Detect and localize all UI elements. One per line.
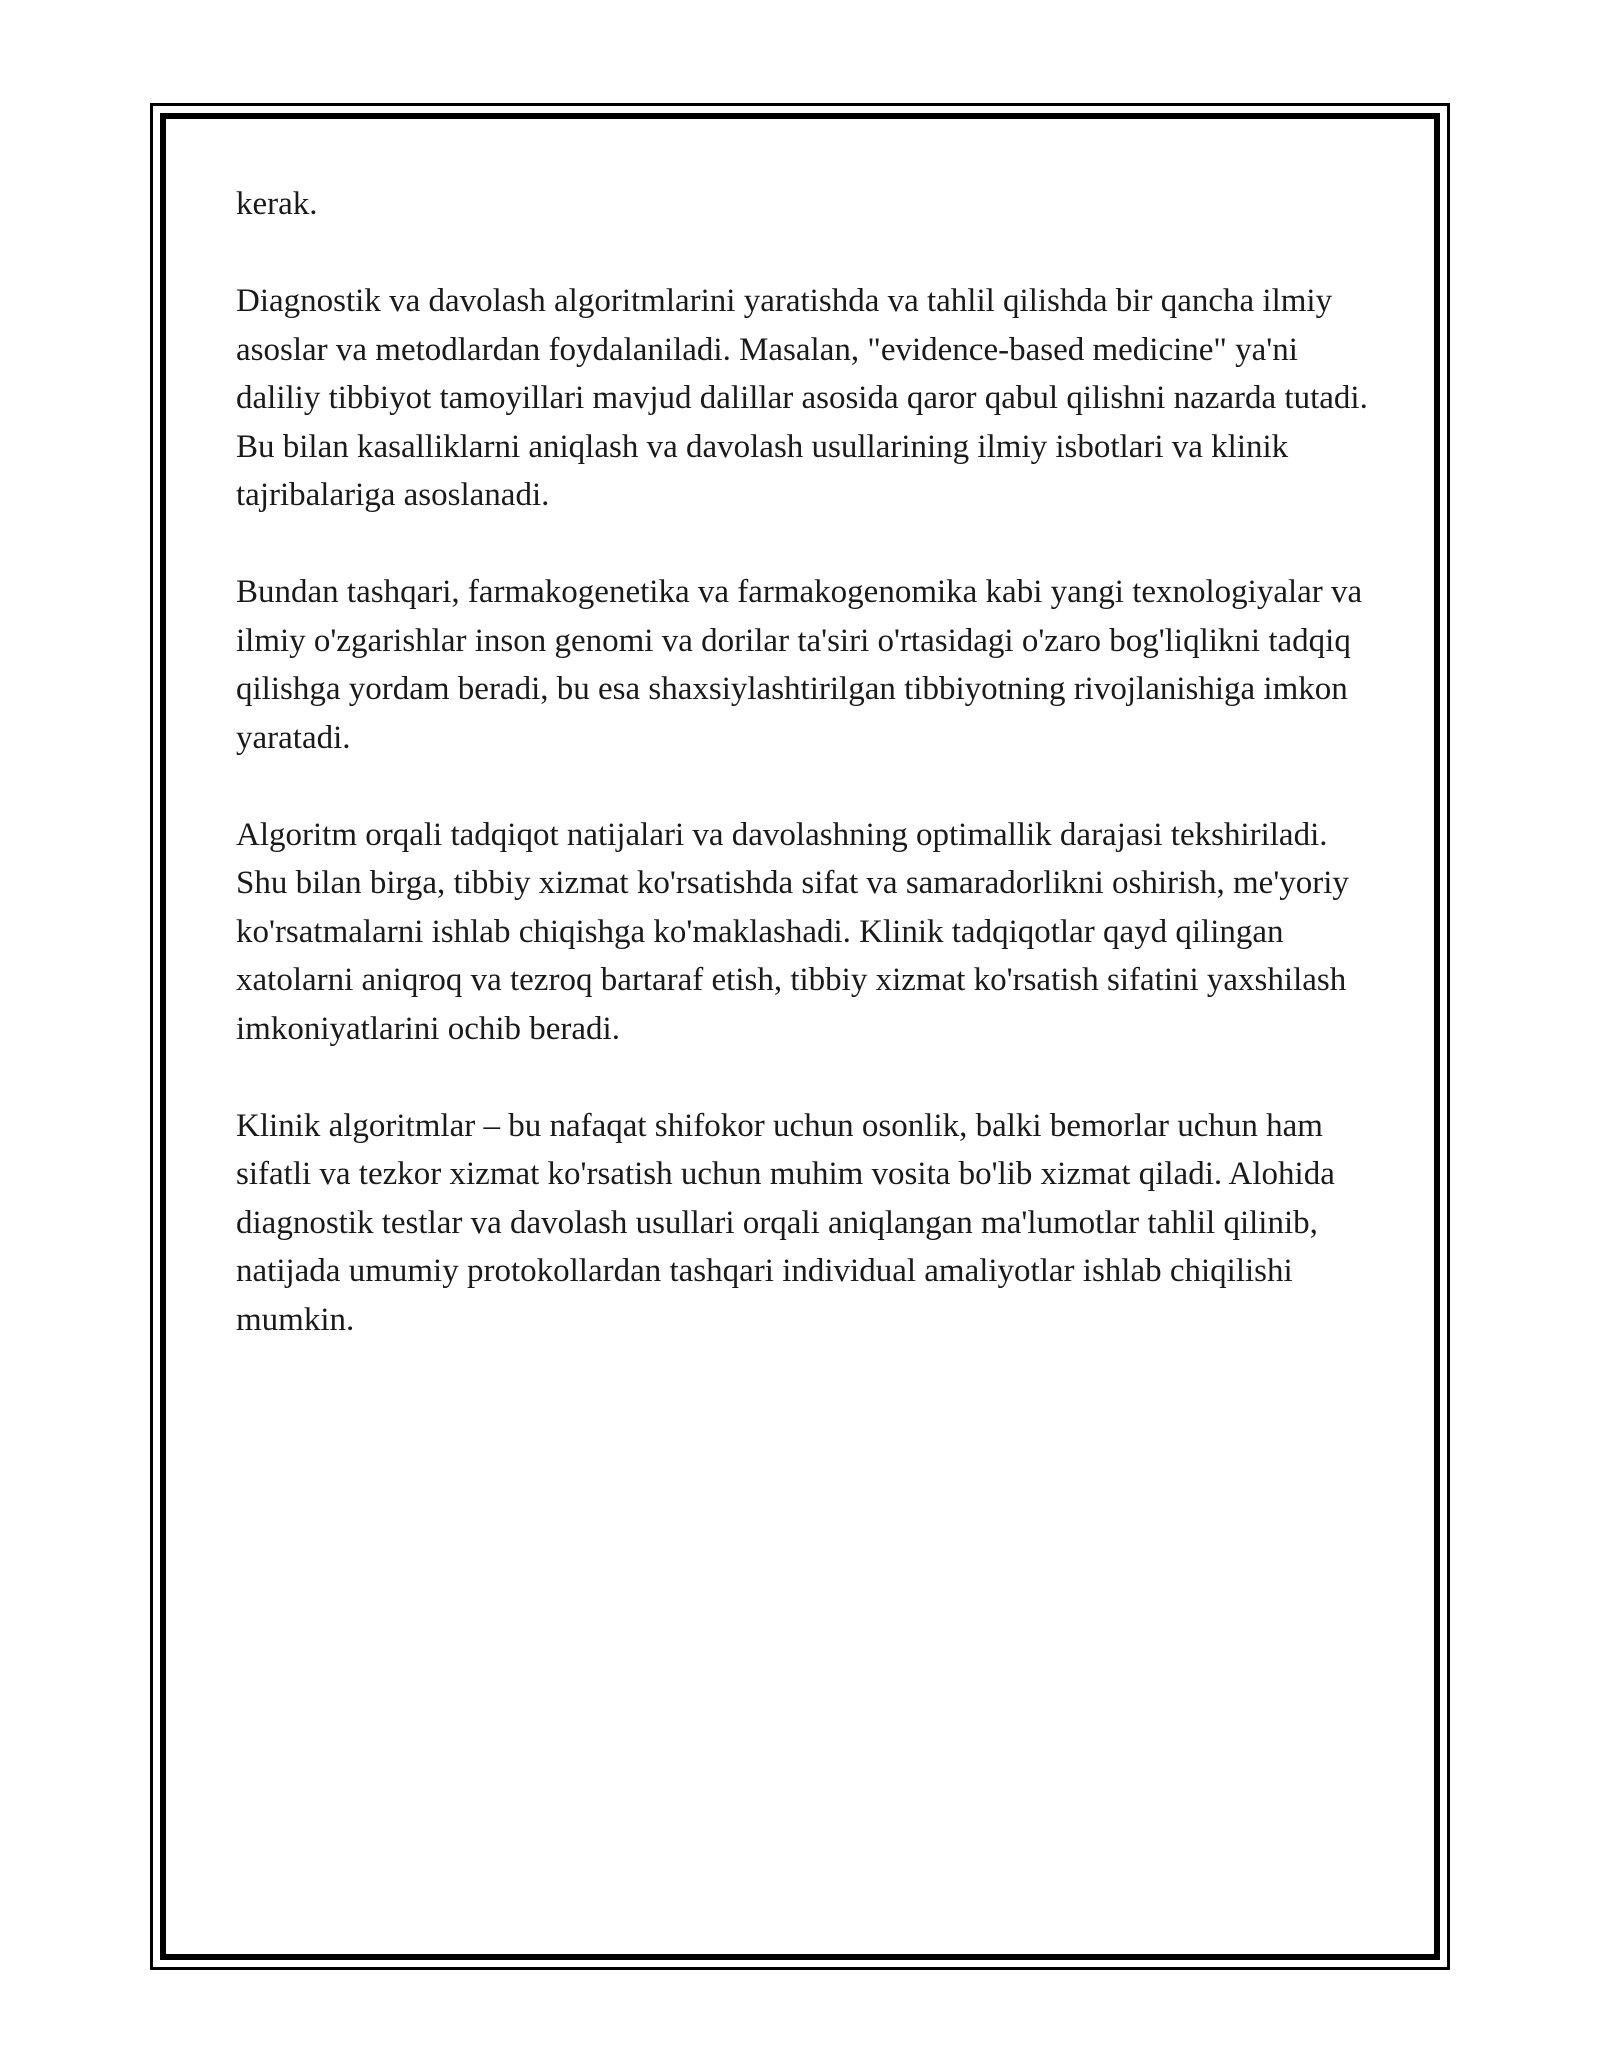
paragraph: Bundan tashqari, farmakogenetika va farmakogenomika kabi yangi texnologiyalar va ilmiy o'zgarishlar inson genomi va dorilar ta'siri o'rtasidagi o'zaro bog'liqlikni tadqiq qilishga yordam beradi, bu esa shaxsiylashtirilgan tibbiyotning rivojlanishiga imkon yaratadi. [236, 574, 1363, 756]
paragraph: Klinik algoritmlar – bu nafaqat shifokor uchun osonlik, balki bemorlar uchun ham sifatli va tezkor xizmat ko'rsatish uchun muhim vosita bo'lib xizmat qiladi. Alohida diagnostik testlar va davolash usullari orqali aniqlangan ma'lumotlar tahlil qilinib, natijada umumiy protokollardan tashqari individual amaliyotlar ishlab chiqilishi mumkin. [236, 1107, 1335, 1338]
paragraph: kerak. [236, 186, 318, 222]
paragraph: Algoritm orqali tadqiqot natijalari va davolashning optimallik darajasi tekshiriladi. Shu bilan birga, tibbiy xizmat ko'rsatishda sifat va samaradorlikni oshirish, me'yoriy ko'rsatmalarni ishlab chiqishga ko'maklashadi. Klinik tadqiqotlar qayd qilingan xatolarni aniqroq va tezroq bartaraf etish, tibbiy xizmat ko'rsatish sifatini yaxshilash imkoniyatlarini ochib beradi. [236, 816, 1349, 1047]
document-body [236, 180, 1386, 1393]
paragraph: Diagnostik va davolash algoritmlarini yaratishda va tahlil qilishda bir qancha ilmiy asoslar va metodlardan foydalaniladi. Masalan, "evidence-based medicine" ya'ni daliliy tibbiyot tamoyillari mavjud dalillar asosida qaror qabul qilishni nazarda tutadi. Bu bilan kasalliklarni aniqlash va davolash usullarining ilmiy isbotlari va klinik tajribalariga asoslanadi. [236, 283, 1368, 513]
